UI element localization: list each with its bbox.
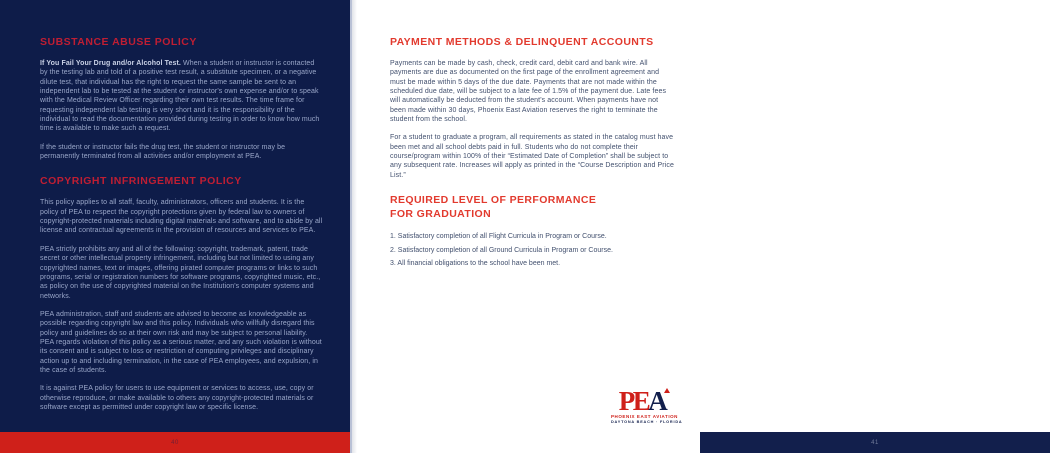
list-item-ground-curricula: 2. Satisfactory completion of all Ground Curricula in Program or Course. [390, 246, 613, 254]
logo-letter-a: A [648, 386, 666, 416]
right-page-number: 41 [871, 439, 879, 446]
paragraph-graduation-debts: For a student to graduate a program, all requirements as stated in the catalog must have been met and all school debts paid in full. Students who do not complete their course/program within 100% of their “Estimated Date of Completion” shall be subject to any subsequent rate. Increases will apply as printed in the “Course Description and Price List.” [390, 134, 674, 179]
paragraph-termination: If the student or instructor fails the drug test, the student or instructor may be permanently terminated from all activities and/or employment at PEA. [40, 143, 286, 161]
required-performance-heading: REQUIRED LEVEL OF PERFORMANCE FOR GRADUATION [390, 194, 597, 221]
graduation-requirements-list [390, 232, 674, 268]
paragraph-drug-test-failure [40, 59, 323, 134]
right-folio-bar [700, 432, 1050, 453]
payment-methods-heading: PAYMENT METHODS & DELINQUENT ACCOUNTS [390, 36, 654, 48]
paragraph-lead-bold: If You Fail Your Drug and/or Alcohol Test. [40, 60, 181, 67]
logo-tagline: DAYTONA BEACH · FLORIDA [611, 420, 683, 424]
copyright-infringement-heading: COPYRIGHT INFRINGEMENT POLICY [40, 175, 242, 188]
left-folio-bar [0, 432, 350, 453]
pea-logo [611, 386, 683, 424]
paragraph-text: When a student or instructor is contacted by the testing lab and told of a positive test result, a substitute specimen, or a negative dilute test, that individual has the right to request the same sample be sent to an independent lab to be tested at the student or instructor's own expense and/or to speak with the Medical Review Officer regarding their own test results. The time frame for requesting independent lab testing is very short and it is the responsibility of the individual to read the documentation provided during testing in order to know how much time is available to make such a request. [40, 60, 320, 133]
substance-abuse-policy-heading: SUBSTANCE ABUSE POLICY [40, 36, 197, 48]
paragraph-copyright-applies: This policy applies to all staff, faculty, administrators, officers and students. It is the policy of PEA to respect the copyright protections given by federal law to owners of copyright-protected materials including digital materials and software, and to abide by all license and contractual agreements in the provision of resources and services to PEA. [40, 199, 323, 235]
paragraph-copyright-advised: PEA administration, staff and students are advised to become as knowledgeable as possible regarding copyright law and this policy. Individuals who willfully disregard this policy and guidelines do so at their own risk and may be subject to personal liability. PEA regards violation of this policy as a serious matter, and any such violation is without its consent and is subject to loss or restriction of computing privileges and disciplinary action up to and including termination, in the case of PEA employees, and expulsion, in the case of students. [40, 310, 322, 374]
left-page-content [40, 36, 323, 421]
list-item-flight-curricula: 1. Satisfactory completion of all Flight Curricula in Program or Course. [390, 233, 607, 241]
page-spine-shadow [352, 0, 357, 453]
left-page-number: 40 [171, 439, 179, 446]
plane-icon [664, 388, 670, 393]
left-page [0, 0, 350, 453]
logo-letter-p: P [618, 386, 633, 416]
right-page-content [390, 36, 674, 273]
logo-letter-e: E [632, 386, 649, 416]
list-item-financial-obligations: 3. All financial obligations to the school have been met. [390, 260, 561, 268]
logo-company-name: PHOENIX EAST AVIATION [611, 414, 678, 419]
paragraph-copyright-equipment: It is against PEA policy for users to use equipment or services to access, use, copy or otherwise reproduce, or make available to others any copyright-protected materials or software except as permitted under copyright law or specific license. [40, 385, 314, 411]
right-page [350, 0, 879, 453]
paragraph-copyright-prohibits: PEA strictly prohibits any and all of the following: copyright, trademark, patent, trade secret or other intellectual property infringement, including but not limited to using any copyrighted names, text or images, offering pirated computer programs or links to such programs, serial or registration numbers for software programs, copyrighted music, etc., as policy on the use of copyrighted material on the Institution's computer systems and networks. [40, 245, 321, 300]
pea-logo-acronym [611, 386, 673, 416]
paragraph-payment-terms: Payments can be made by cash, check, credit card, debit card and bank wire. All payments are due as documented on the first page of the enrollment agreement and must be made within 5 days of the due date. Payments that are not made within the scheduled due date, will be subject to a late fee of 1.5% of the payment due. Late fees will automatically be deducted from the student's account. When payments have not been made within 30 days, Phoenix East Aviation reserves the right to terminate the student from the school. [390, 60, 667, 124]
